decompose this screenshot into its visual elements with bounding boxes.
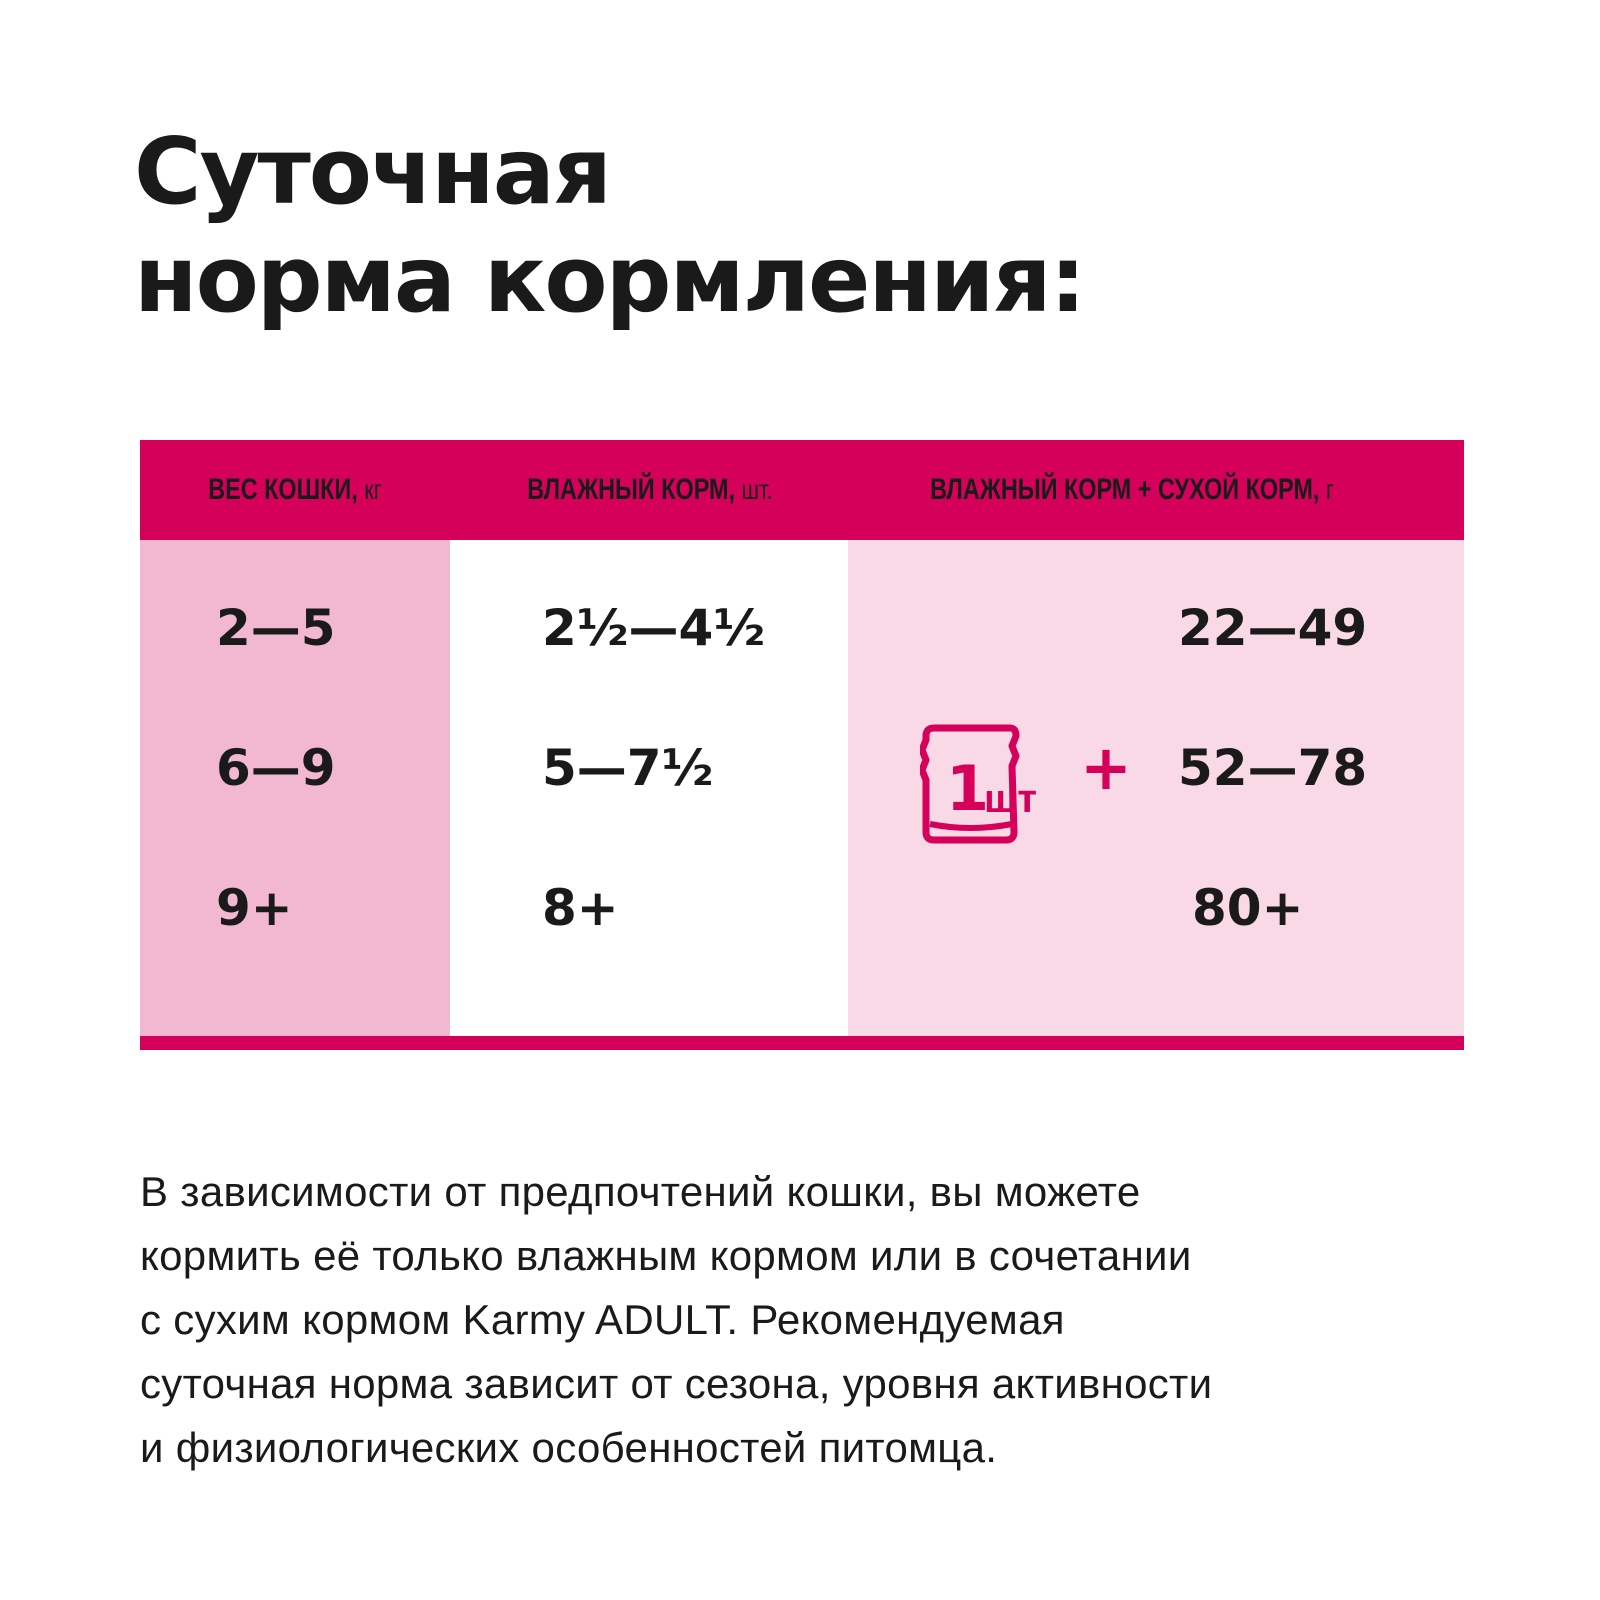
header-wet-plus-dry-unit: г xyxy=(1325,474,1334,505)
table-bottom-bar xyxy=(140,1036,1464,1050)
title-line-2: норма кормления: xyxy=(134,226,1085,333)
header-wet-food: ВЛАЖНЫЙ КОРМ, шт. xyxy=(527,473,773,506)
cell-dry-row-3: 80+ xyxy=(1192,879,1304,937)
feeding-note xyxy=(140,1160,1480,1480)
cell-dry-row-2: 52—78 xyxy=(1178,739,1368,797)
pouch-qty: 1 xyxy=(946,752,990,825)
page-title xyxy=(134,118,1084,334)
note-line-4: суточная норма зависит от сезона, уровня активности xyxy=(140,1360,1213,1407)
header-weight: ВЕС КОШКИ, кг xyxy=(208,473,382,506)
cell-wet-row-2: 5—7½ xyxy=(542,739,714,797)
title-line-1: Суточная xyxy=(134,118,610,225)
cell-dry-row-1: 22—49 xyxy=(1178,599,1368,657)
plus-sign: + xyxy=(1080,731,1132,804)
table-header xyxy=(140,440,1464,540)
cell-weight-row-2: 6—9 xyxy=(216,739,336,797)
feeding-table xyxy=(140,440,1464,1052)
pouch-icon xyxy=(920,720,1070,860)
cell-wet-row-3: 8+ xyxy=(542,879,619,937)
cell-weight-row-3: 9+ xyxy=(216,879,293,937)
note-line-1: В зависимости от предпочтений кошки, вы можете xyxy=(140,1168,1141,1215)
pouch-unit: шт xyxy=(984,777,1037,821)
header-wet-food-unit: шт. xyxy=(741,474,773,505)
cell-wet-row-1: 2½—4½ xyxy=(542,599,766,657)
header-weight-unit: кг xyxy=(364,474,382,505)
cell-weight-row-1: 2—5 xyxy=(216,599,336,657)
note-line-2: кормить её только влажным кормом или в сочетании xyxy=(140,1232,1192,1279)
note-line-3: с сухим кормом Karmy ADULT. Рекомендуемая xyxy=(140,1296,1065,1343)
header-wet-plus-dry: ВЛАЖНЫЙ КОРМ + СУХОЙ КОРМ, г xyxy=(930,473,1334,506)
note-line-5: и физиологических особенностей питомца. xyxy=(140,1424,998,1471)
